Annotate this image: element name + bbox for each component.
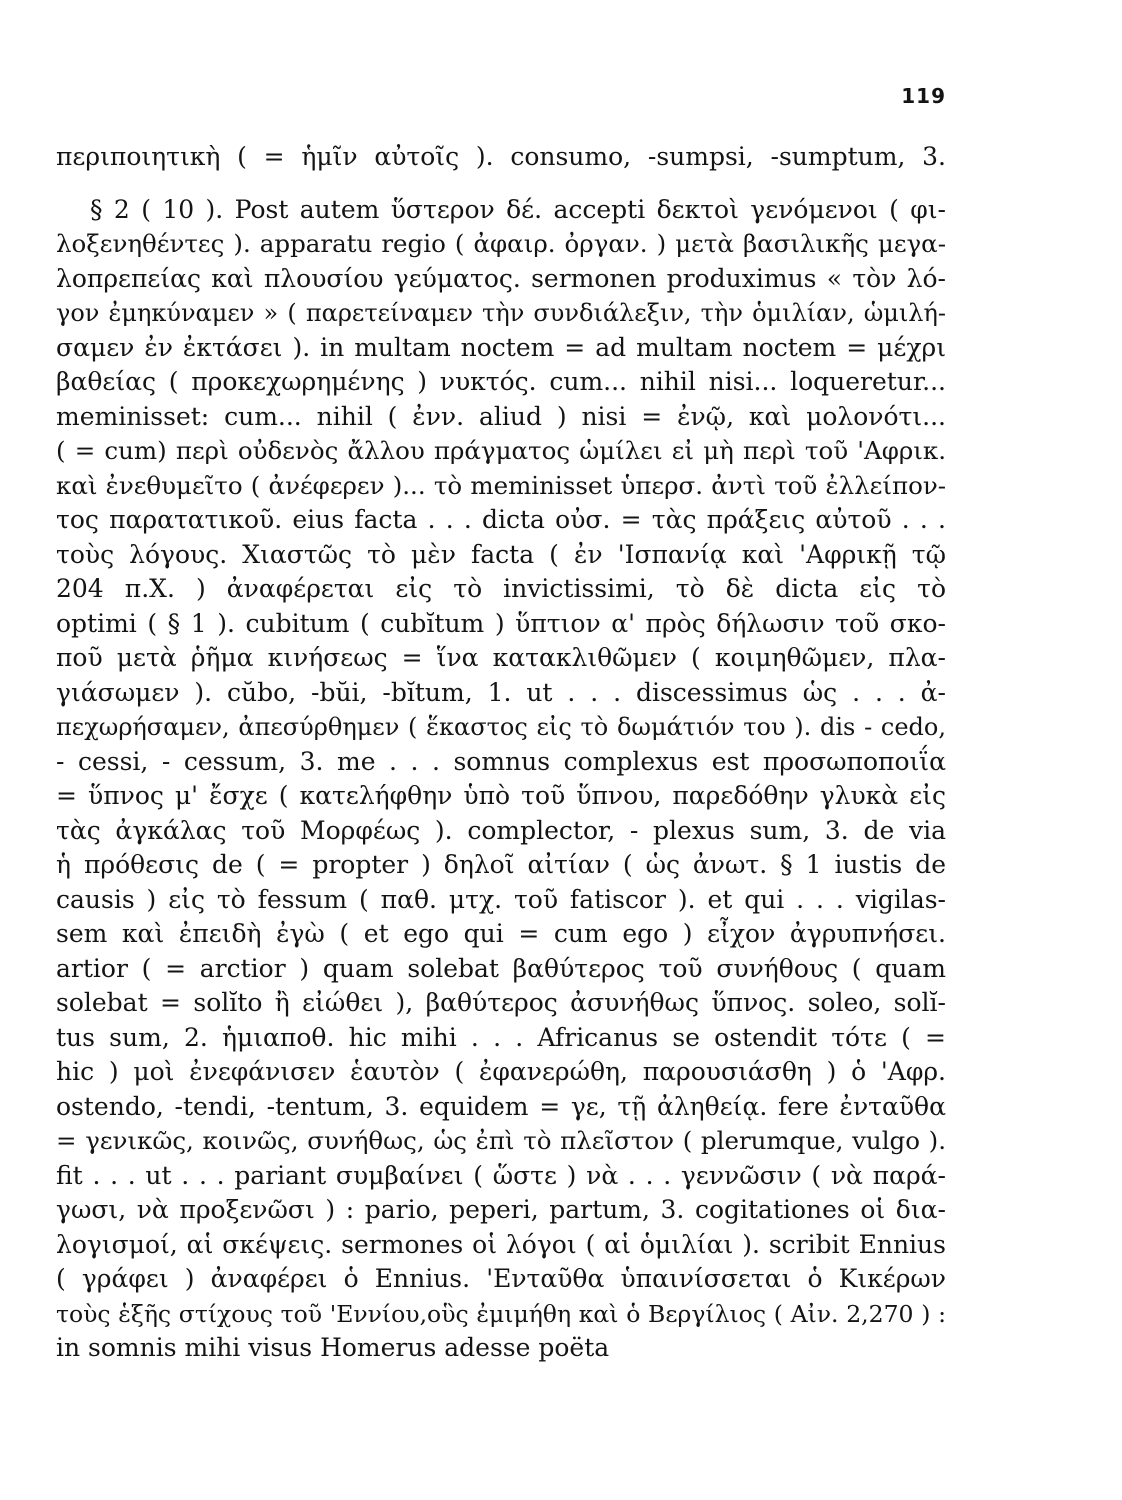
text-line: 204 π.Χ. ) ἀναφέρεται εἰς τὸ invictissimi, τὸ δὲ dicta εἰς τὸ <box>56 574 946 603</box>
text-line: ἡ πρόθεσις de ( = propter ) δηλοῖ αἰτίαν ( ὡς ἀνωτ. § 1 iustis de <box>56 850 946 879</box>
text-line: = ὕπνος μ' ἔσχε ( κατελήφθην ὑπὸ τοῦ ὕπνου, παρεδόθην γλυκὰ εἰς <box>56 781 946 810</box>
text-line: γον ἐμηκύναμεν » ( παρετείναμεν τὴν συνδιάλεξιν, τὴν ὁμιλίαν, ὡμιλή- <box>56 299 946 327</box>
text-line: γωσι, νὰ προξενῶσι ) : pario, peperi, partum, 3. cogitationes οἱ δια- <box>56 1195 946 1224</box>
text-line: βαθείας ( προκεχωρημένης ) νυκτός. cum... nihil nisi... loqueretur... <box>56 367 946 396</box>
text-line: σαμεν ἐν ἐκτάσει ). in multam noctem = ad multam noctem = μέχρι <box>56 332 946 362</box>
text-line: τοὺς ἑξῆς στίχους τοῦ 'Εννίου,οὓς ἐμιμήθη καὶ ὁ Βεργίλιος ( Αἰν. 2,270 ) : <box>56 1299 946 1328</box>
text-line: τοὺς λόγους. Χιαστῶς τὸ μὲν facta ( ἐν 'Ισπανίᾳ καὶ 'Αφρικῇ τῷ <box>56 539 946 569</box>
text-line: λοξενηθέντες ). apparatu regio ( ἀφαιρ. ὀργαν. ) μετὰ βασιλικῆς μεγα- <box>56 229 946 258</box>
text-line: λοπρεπείας καὶ πλουσίου γεύματος. sermonen produximus « τὸν λό- <box>56 263 946 293</box>
text-line: ποῦ μετὰ ῥῆμα κινήσεως = ἵνα κατακλιθῶμεν ( κοιμηθῶμεν, πλα- <box>56 643 946 672</box>
text-line: καὶ ἐνεθυμεῖτο ( ἀνέφερεν )... τὸ meminisset ὑπερσ. ἀντὶ τοῦ ἐλλείπον- <box>56 470 946 500</box>
text-line: περιποιητικὴ ( = ἡμῖν αὐτοῖς ). consumo, -sumpsi, -sumptum, 3. <box>56 142 946 171</box>
text-line: - cessi, - cessum, 3. me . . . somnus complexus est προσωποποιΐα <box>56 746 946 776</box>
text-line: λογισμοί, αἱ σκέψεις. sermones οἱ λόγοι ( αἱ ὁμιλίαι ). scribit Ennius <box>56 1229 946 1259</box>
text-line: τὰς ἀγκάλας τοῦ Μορφέως ). complector, - plexus sum, 3. de via <box>56 815 946 845</box>
page-number: 119 <box>901 84 946 108</box>
text-line: fit . . . ut . . . pariant συμβαίνει ( ὥστε ) νὰ . . . γεννῶσιν ( νὰ παρά- <box>56 1160 946 1190</box>
text-line: optimi ( § 1 ). cubitum ( cubĭtum ) ὕπτιον α' πρὸς δήλωσιν τοῦ σκο- <box>56 608 946 638</box>
commentary-text <box>56 140 946 1366</box>
text-line: hic ) μοὶ ἐνεφάνισεν ἑαυτὸν ( ἐφανερώθη, παρουσιάσθη ) ὁ 'Αφρ. <box>56 1057 946 1086</box>
text-line: solebat = solĭto ἢ εἰώθει ), βαθύτερος ἀσυνήθως ὕπνος. soleo, solĭ- <box>56 988 946 1017</box>
text-line: artior ( = arctior ) quam solebat βαθύτερος τοῦ συνήθους ( quam <box>56 953 946 983</box>
text-line: ( = cum) περὶ οὐδενὸς ἄλλου πράγματος ὡμίλει εἰ μὴ περὶ τοῦ 'Αφρικ. <box>56 436 946 465</box>
text-line: meminisset: cum... nihil ( ἐνν. aliud ) nisi = ἐνῷ, καὶ μολονότι... <box>56 401 946 431</box>
text-line: tus sum, 2. ἡμιαποθ. hic mihi . . . Africanus se ostendit τότε ( = <box>56 1022 946 1052</box>
text-line: ( γράφει ) ἀναφέρει ὁ Ennius. 'Ενταῦθα ὑπαινίσσεται ὁ Κικέρων <box>56 1264 946 1293</box>
text-line: πεχωρήσαμεν, ἀπεσύρθημεν ( ἕκαστος εἰς τὸ δωμάτιόν του ). dis - cedo, <box>56 713 946 741</box>
verse-quote-line: in somnis mihi visus Homerus adesse poëta <box>56 1333 610 1362</box>
text-line: sem καὶ ἐπειδὴ ἐγὼ ( et ego qui = cum ego ) εἶχον ἀγρυπνήσει. <box>56 919 946 948</box>
text-line: γιάσωμεν ). cŭbo, -bŭi, -bĭtum, 1. ut . . . discessimus ὡς . . . ἀ- <box>56 677 946 707</box>
text-line: τος παρατατικοῦ. eius facta . . . dicta οὐσ. = τὰς πράξεις αὐτοῦ . . . <box>56 505 946 534</box>
text-line: = γενικῶς, κοινῶς, συνήθως, ὡς ἐπὶ τὸ πλεῖστον ( plerumque, vulgo ). <box>56 1126 946 1155</box>
text-line: causis ) εἰς τὸ fessum ( παθ. μτχ. τοῦ fatiscor ). et qui . . . vigilas- <box>56 884 946 914</box>
text-line: ostendo, -tendi, -tentum, 3. equidem = γε, τῇ ἀληθείᾳ. fere ἐνταῦθα <box>56 1091 946 1121</box>
text-line: § 2 ( 10 ). Post autem ὕστερον δέ. accepti δεκτοὶ γενόμενοι ( φι- <box>90 194 946 224</box>
